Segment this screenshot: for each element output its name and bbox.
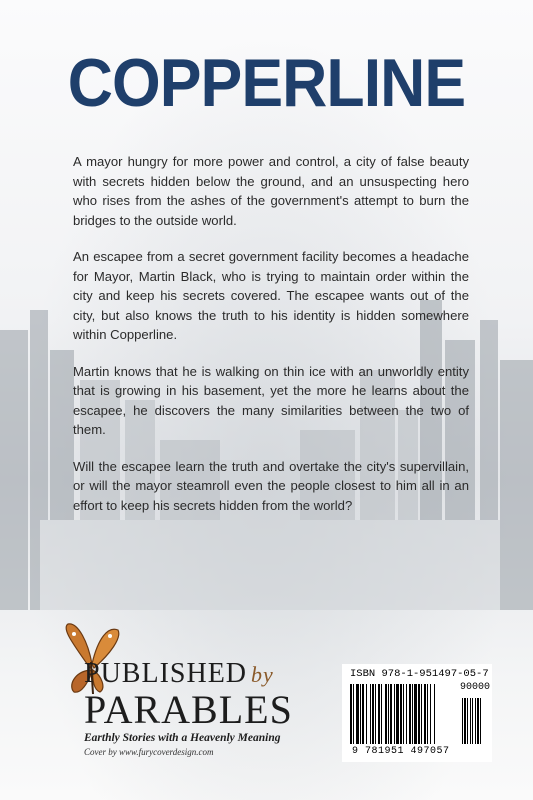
publisher-tagline: Earthly Stories with a Heavenly Meaning — [84, 732, 281, 744]
barcode-bar — [356, 684, 359, 744]
barcode-bar — [427, 684, 428, 744]
barcode-bar — [388, 684, 389, 744]
publisher-by: by — [251, 662, 274, 687]
isbn-price-code: 90000 — [460, 682, 491, 693]
synopsis — [73, 152, 469, 532]
barcode-bar — [480, 698, 481, 744]
barcode-bar — [360, 684, 361, 744]
barcode-bar — [434, 684, 435, 744]
barcode-bar — [378, 684, 380, 744]
barcode-bar — [421, 684, 422, 744]
barcode-bar — [406, 684, 407, 744]
barcode-image — [348, 682, 491, 746]
barcode-bar — [350, 684, 352, 744]
barcode-bar — [472, 698, 473, 744]
synopsis-paragraph: An escapee from a secret government facility becomes a headache for Mayor, Martin Black, who is trying to maintain order within the city and keep his secrets covered. The escapee wants out of the city, but also knows the truth to his identity is hidden somewhere within Copperline. — [73, 249, 469, 342]
barcode-bar — [403, 684, 404, 744]
barcode-bar — [362, 684, 364, 744]
isbn-digits: 9 781951 497057 — [352, 746, 450, 757]
barcode-bar — [430, 684, 431, 744]
synopsis-paragraph: Will the escapee learn the truth and overtake the city's supervillain, or will the mayor steamroll even the people closest to him all in an effort to keep his secrets hidden from the world? — [73, 458, 469, 513]
synopsis-paragraph: A mayor hungry for more power and control, a city of false beauty with secrets hidden below the ground, and an unsuspecting hero who rises from the ashes of the government's attempt to burn the bridges to the outside world. — [73, 154, 469, 228]
barcode-bar — [418, 684, 420, 744]
cover-credit: Cover by www.furycoverdesign.com — [84, 747, 214, 757]
barcode-bar — [409, 684, 411, 744]
barcode-bar — [470, 698, 471, 744]
barcode-bar — [477, 698, 479, 744]
barcode-bar — [385, 684, 387, 744]
barcode-bar — [464, 698, 466, 744]
barcode-bar — [375, 684, 376, 744]
isbn-label: ISBN 978-1-951497-05-7 — [350, 668, 489, 680]
barcode-bar — [467, 698, 468, 744]
barcode-bar — [353, 684, 354, 744]
barcode-bar — [366, 684, 367, 744]
isbn-barcode — [342, 664, 492, 762]
barcode-bar — [414, 684, 417, 744]
barcode-bar — [394, 684, 395, 744]
barcode-bar — [412, 684, 413, 744]
book-title: COPPERLINE — [67, 45, 466, 121]
barcode-bar — [372, 684, 374, 744]
barcode-bar — [390, 684, 392, 744]
publisher-name-line1: PUBLISHED by — [84, 658, 274, 689]
barcode-bar — [370, 684, 371, 744]
barcode-bar — [462, 698, 463, 744]
synopsis-paragraph: Martin knows that he is walking on thin ice with an unworldly entity that is growing in his basement, yet the more he learns about the escapee, he discovers the many similarities between the two of them. — [73, 363, 469, 437]
barcode-bar — [381, 684, 382, 744]
barcode-bar — [475, 698, 476, 744]
barcode-bar — [400, 684, 402, 744]
publisher-logo — [60, 620, 320, 770]
barcode-bar — [396, 684, 399, 744]
publisher-name-line2: PARABLES — [84, 687, 293, 732]
barcode-bar — [424, 684, 426, 744]
